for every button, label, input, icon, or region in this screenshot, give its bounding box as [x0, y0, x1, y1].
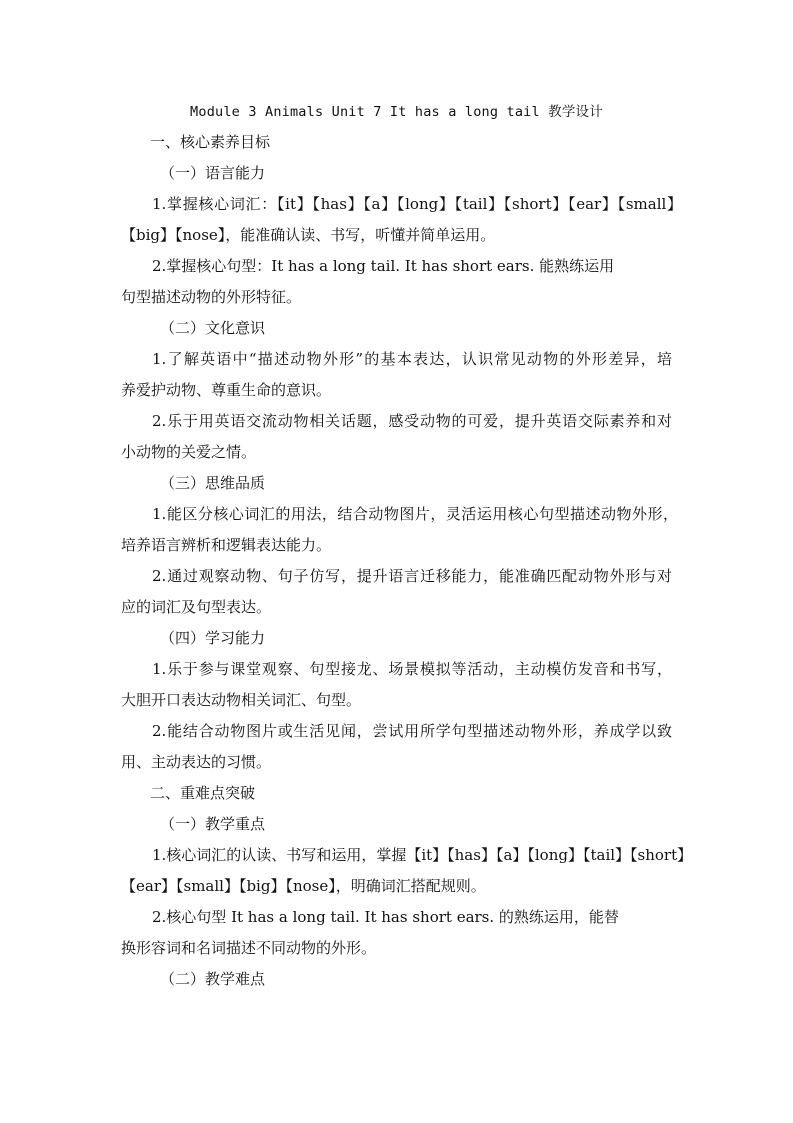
subsection-heading: （一）语言能力: [160, 164, 266, 182]
paragraph-line: 2.通过观察动物、句子仿写，提升语言迁移能力，能准确匹配动物外形与对: [152, 567, 672, 585]
subsection-heading: （二）教学难点: [160, 970, 266, 988]
paragraph-line: 养爱护动物、尊重生命的意识。: [121, 381, 332, 399]
paragraph-line: 1.了解英语中“描述动物外形”的基本表达，认识常见动物的外形差异，培: [152, 350, 672, 368]
paragraph-line: 2.核心句型 It has a long tail. It has short ears. 的熟练运用，能替: [152, 908, 619, 926]
paragraph-line: 1.能区分核心词汇的用法，结合动物图片，灵活运用核心句型描述动物外形，: [152, 505, 678, 523]
paragraph-line: 用、主动表达的习惯。: [121, 753, 272, 771]
paragraph-line: 【ear】【small】【big】【nose】，明确词汇搭配规则。: [121, 877, 486, 895]
paragraph-line: 1.核心词汇的认读、书写和运用，掌握【it】【has】【a】【long】【tail】【short】: [152, 846, 693, 864]
paragraph-line: 小动物的关爱之情。: [121, 443, 257, 461]
paragraph-line: 换形容词和名词描述不同动物的外形。: [121, 939, 377, 957]
paragraph-line: 2.乐于用英语交流动物相关话题，感受动物的可爱，提升英语交际素养和对: [152, 412, 672, 430]
subsection-heading: （四）学习能力: [160, 629, 266, 647]
paragraph-line: 应的词汇及句型表达。: [121, 598, 272, 616]
subsection-heading: （二）文化意识: [160, 319, 266, 337]
paragraph-line: 句型描述动物的外形特征。: [121, 288, 302, 306]
subsection-heading: （一）教学重点: [160, 815, 266, 833]
paragraph-line: 培养语言辨析和逻辑表达能力。: [121, 536, 332, 554]
paragraph-line: 1.乐于参与课堂观察、句型接龙、场景模拟等活动，主动模仿发音和书写，: [152, 660, 672, 678]
section-heading: 二、重难点突破: [150, 784, 256, 802]
section-heading: 一、核心素养目标: [150, 133, 271, 151]
subsection-heading: （三）思维品质: [160, 474, 266, 492]
paragraph-line: 1.掌握核心词汇：【it】【has】【a】【long】【tail】【short】【ear】【small】: [152, 195, 682, 213]
document-title: Module 3 Animals Unit 7 It has a long tail 教学设计: [190, 104, 603, 120]
paragraph-line: 2.能结合动物图片或生活见闻，尝试用所学句型描述动物外形，养成学以致: [152, 722, 672, 740]
paragraph-line: 大胆开口表达动物相关词汇、句型。: [121, 691, 362, 709]
paragraph-line: 【big】【nose】，能准确认读、书写，听懂并简单运用。: [121, 226, 496, 244]
paragraph-line: 2.掌握核心句型：It has a long tail. It has short ears. 能熟练运用: [152, 257, 615, 275]
